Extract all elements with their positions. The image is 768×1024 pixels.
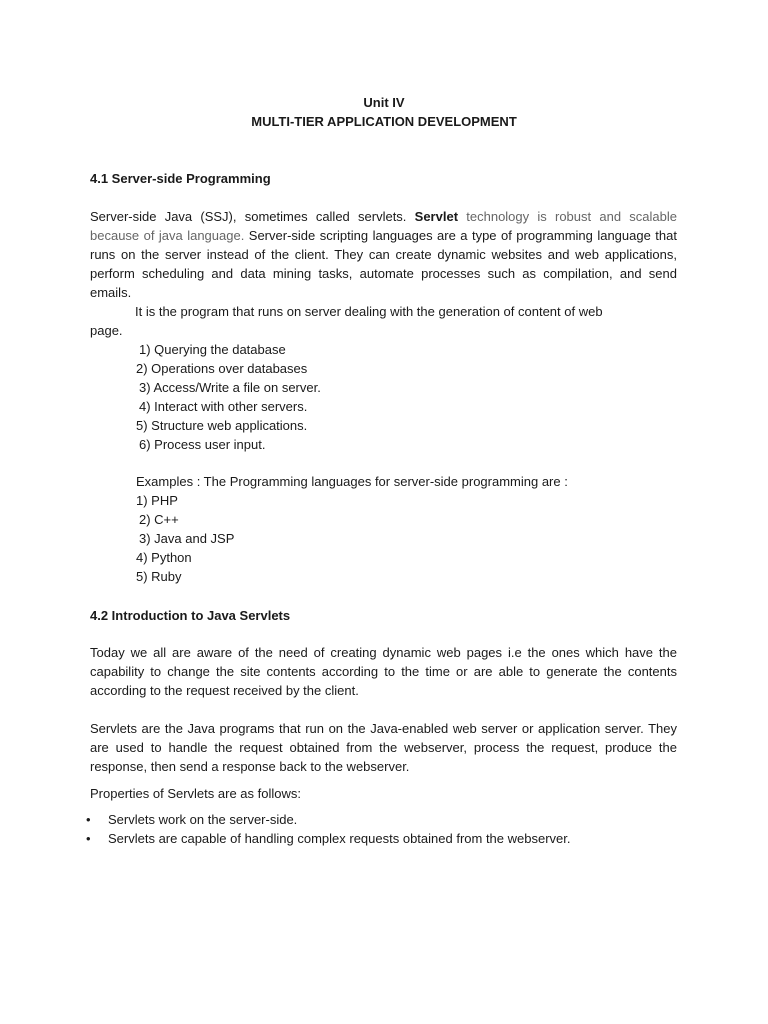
dynamic-pages-paragraph: Today we all are aware of the need of creating dynamic web pages i.e the ones which have the capability to change the site contents according to the time or are able to generate the contents according to the request received by the client. bbox=[90, 645, 677, 698]
bullet-dot: • bbox=[86, 831, 91, 846]
server-side-paragraph bbox=[90, 207, 677, 302]
language-item: 2) C++ bbox=[139, 512, 179, 527]
document-title: MULTI-TIER APPLICATION DEVELOPMENT bbox=[251, 114, 517, 129]
language-item: 4) Python bbox=[136, 550, 192, 565]
properties-intro: Properties of Servlets are as follows: bbox=[90, 786, 301, 801]
task-item: 2) Operations over databases bbox=[136, 361, 308, 376]
language-item: 1) PHP bbox=[136, 493, 178, 508]
examples-intro: Examples : The Programming languages for server-side programming are : bbox=[136, 474, 568, 489]
program-description-line: It is the program that runs on server dealing with the generation of content of web bbox=[135, 304, 603, 319]
property-item: Servlets are capable of handling complex requests obtained from the webserver. bbox=[108, 831, 571, 846]
property-item: Servlets work on the server-side. bbox=[108, 812, 298, 827]
section-heading-server-side: 4.1 Server-side Programming bbox=[90, 171, 271, 186]
task-item: 3) Access/Write a file on server. bbox=[139, 380, 321, 395]
servlet-bold-term: Servlet bbox=[414, 209, 459, 224]
section-heading-java-servlets: 4.2 Introduction to Java Servlets bbox=[90, 608, 291, 623]
para-text-end: Server-side scripting languages are a type of programming language that runs on the server instead of the client. They can create dynamic websites and web applications, perform scheduling and data mining tasks, automate processes such as compilation, and send emails. bbox=[90, 228, 677, 300]
language-item: 3) Java and JSP bbox=[139, 531, 235, 546]
program-description-end: page. bbox=[90, 323, 123, 338]
task-item: 1) Querying the database bbox=[139, 342, 286, 357]
para-text-start: Server-side Java (SSJ), sometimes called servlets. bbox=[90, 209, 415, 224]
task-item: 5) Structure web applications. bbox=[136, 418, 308, 433]
servlets-definition-paragraph: Servlets are the Java programs that run on the Java-enabled web server or application server. They are used to handle the request obtained from the webserver, process the request, produce the response, then send a response back to the webserver. bbox=[90, 721, 677, 774]
task-item: 6) Process user input. bbox=[139, 437, 266, 452]
para-grey-text: technology is robust and scalable because of java language. bbox=[90, 209, 677, 243]
language-item: 5) Ruby bbox=[136, 569, 182, 584]
bullet-dot: • bbox=[86, 812, 91, 827]
task-item: 4) Interact with other servers. bbox=[139, 399, 308, 414]
unit-label: Unit IV bbox=[363, 95, 405, 110]
